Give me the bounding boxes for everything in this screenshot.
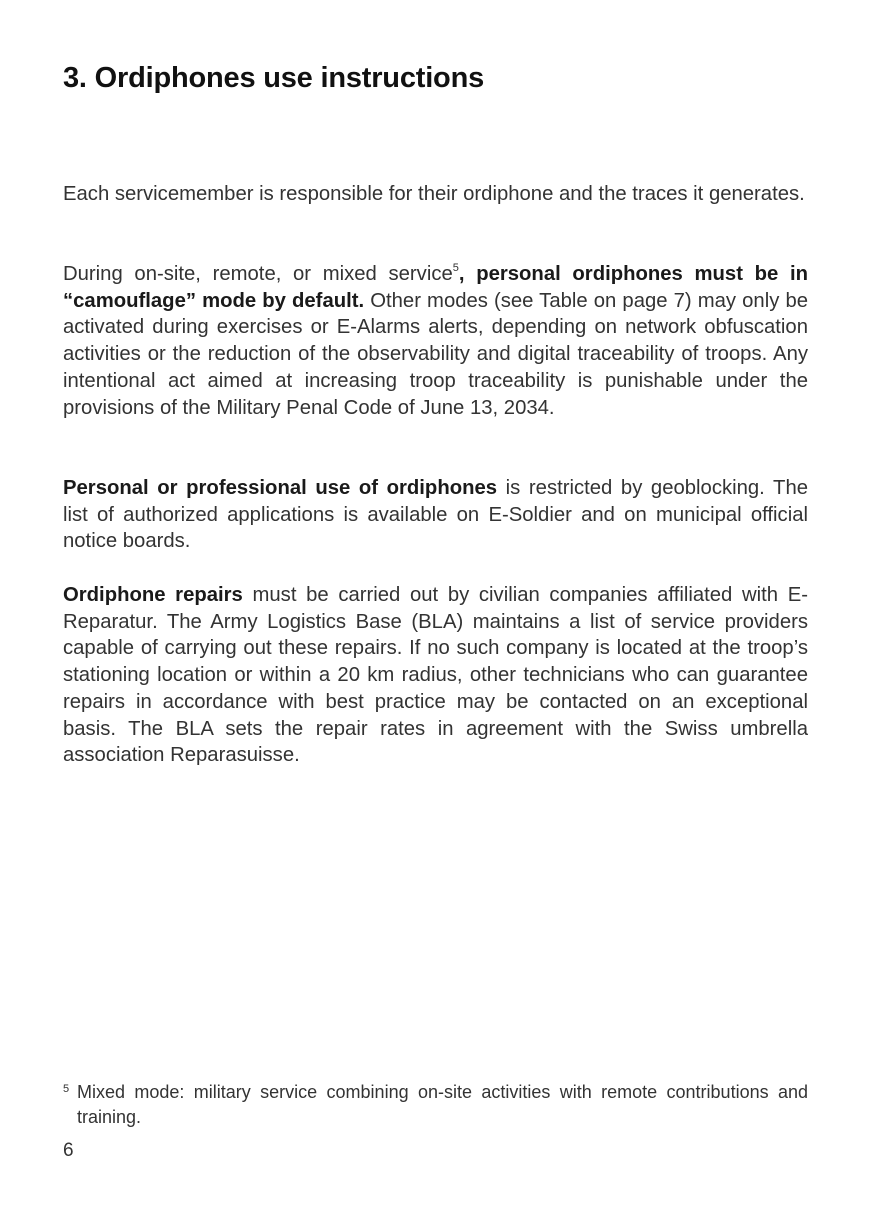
paragraph-camouflage-mode	[63, 261, 808, 421]
paragraph-repairs	[63, 582, 808, 769]
bold-camouflage-rule: personal ordiphones must be in “camouflage” mode by default.	[63, 263, 808, 312]
paragraph-text: Other modes (see Table on page 7) may only be activated during exercises or E-Alarms alerts, depending on network obfuscation activities or the reduction of the observability and digital traceability of troops. Any intentional act aimed at increasing troop traceability is punishable under the provisions of the Military Penal Code of June 13, 2034.	[63, 289, 808, 419]
bold-personal-use: Personal or professional use of ordiphones	[63, 477, 498, 499]
paragraph-geoblocking	[63, 475, 808, 555]
section-title: 3. Ordiphones use instructions	[63, 62, 485, 94]
paragraph-text: is restricted by geoblocking. The list of authorized applications is available on E-Soldier and on municipal official notice boards.	[63, 477, 808, 553]
comma-separator: ,	[458, 263, 477, 285]
bold-ordiphone-repairs: Ordiphone repairs	[63, 584, 243, 606]
footnote-reference: 5	[452, 262, 459, 275]
paragraph-responsibility	[63, 181, 808, 208]
footnote	[63, 1080, 808, 1129]
paragraph-lead-text: During on-site, remote, or mixed service	[63, 263, 453, 285]
footnote-mark: 5	[63, 1083, 70, 1095]
paragraph-text: Each servicemember is responsible for their ordiphone and the traces it generates.	[63, 183, 805, 205]
footnote-text: Mixed mode: military service combining on-site activities with remote contributions and training.	[77, 1082, 808, 1127]
paragraph-text: must be carried out by civilian companies affiliated with E-Reparatur. The Army Logistics Base (BLA) maintains a list of service providers capable of carrying out these repairs. If no such company is located at the troop’s stationing location or within a 20 km radius, other technicians who can guarantee repairs in accordance with best practice may be contacted on an exceptional basis. The BLA sets the repair rates in agreement with the Swiss umbrella association Reparasuisse.	[63, 584, 808, 767]
page-number: 6	[63, 1140, 74, 1161]
document-page	[63, 0, 808, 1221]
